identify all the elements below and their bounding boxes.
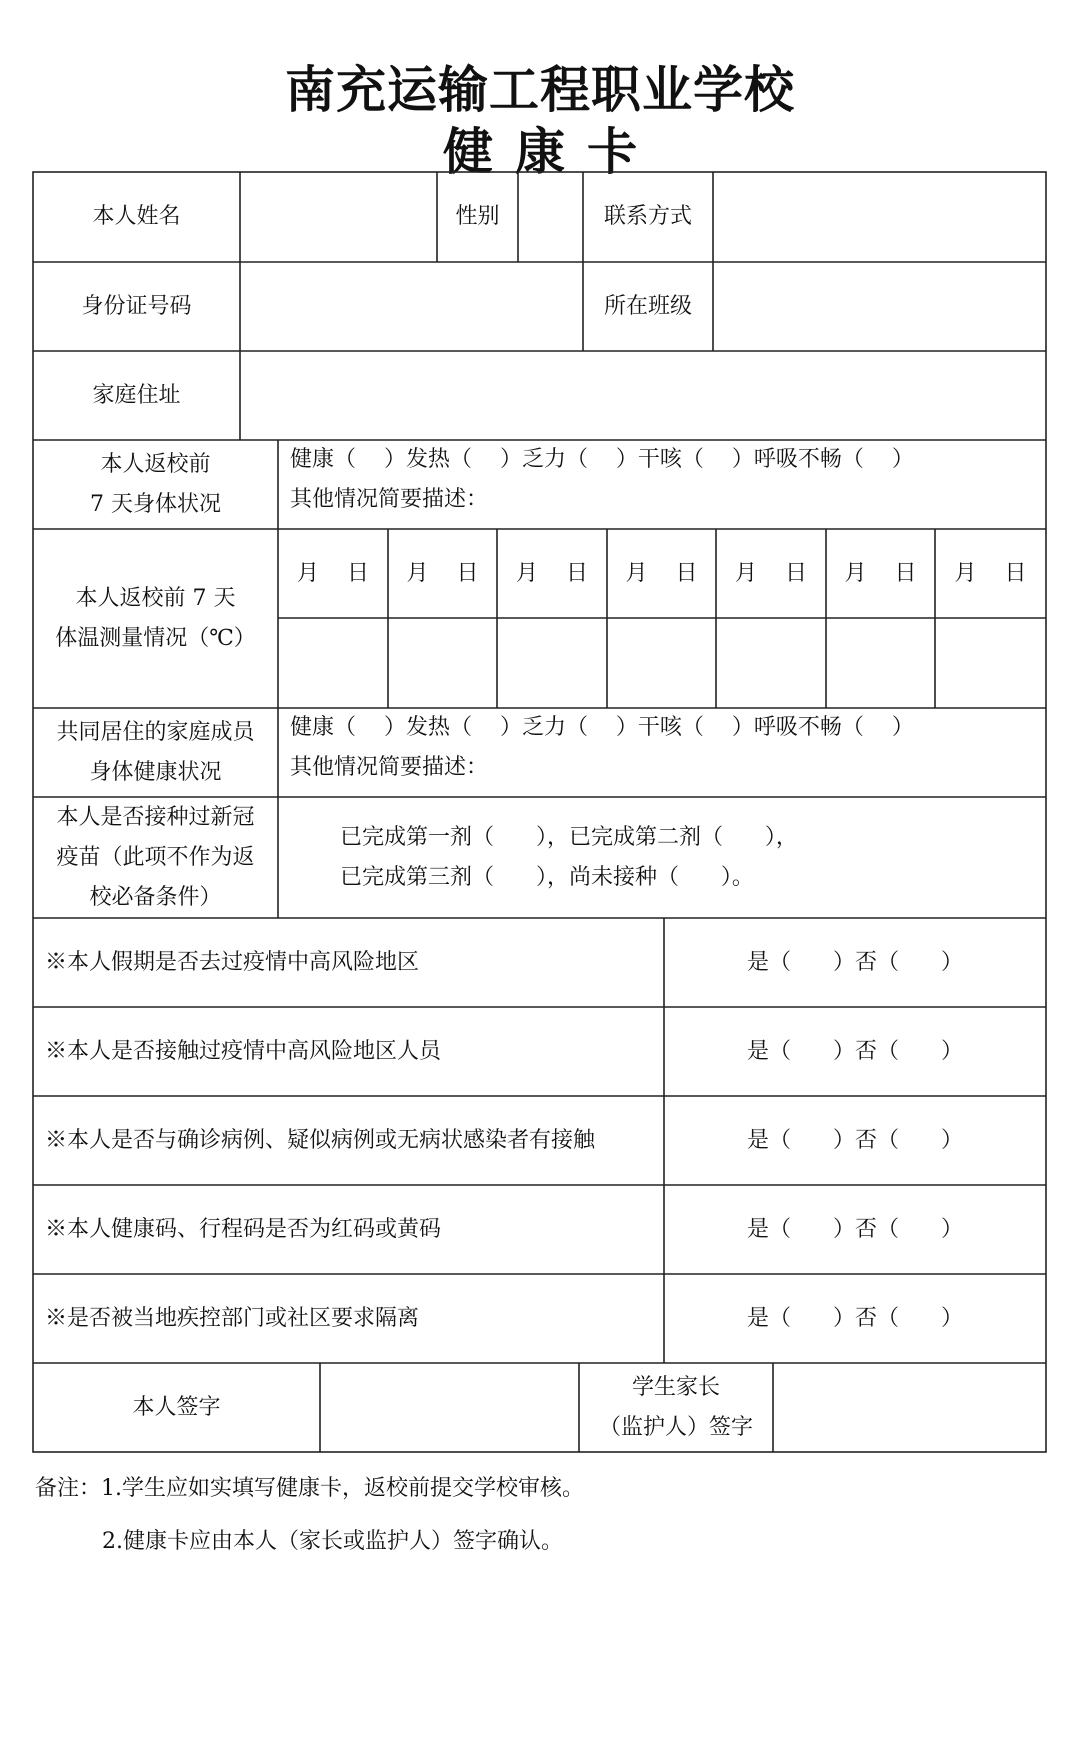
self-status-label-line1: 本人返校前 <box>100 451 211 477</box>
temperature-reading[interactable] <box>826 618 935 708</box>
vaccine-label-line2: 疫苗（此项不作为返 <box>56 844 255 870</box>
note-line1: 备注：1.学生应如实填写健康卡，返校前提交学校审核。 <box>35 1476 584 1501</box>
temperature-reading[interactable] <box>607 618 716 708</box>
temperature-date[interactable]: 月 日 <box>625 560 698 586</box>
question-text: ※本人健康码、行程码是否为红码或黄码 <box>45 1216 442 1242</box>
question-text: ※本人是否接触过疫情中高风险地区人员 <box>45 1038 442 1064</box>
temperature-date[interactable]: 月 日 <box>406 560 479 586</box>
gender-label: 性别 <box>455 204 500 229</box>
question-text: ※本人是否与确诊病例、疑似病例或无病状感染者有接触 <box>45 1127 596 1153</box>
class-label: 所在班级 <box>603 293 692 319</box>
family-symptom-options[interactable]: 健康（ ）发热（ ）乏力（ ）干咳（ ）呼吸不畅（ ） <box>290 715 914 740</box>
temperature-label <box>33 529 278 708</box>
vaccine-options[interactable] <box>278 797 1046 918</box>
vaccine-option-line2[interactable]: 已完成第三剂（ ），尚未接种（ ）。 <box>340 864 754 890</box>
temperature-reading[interactable] <box>935 618 1046 708</box>
self-signature-field[interactable] <box>320 1363 579 1452</box>
class-field[interactable] <box>713 262 1046 351</box>
family-status-label-line2: 身体健康状况 <box>89 759 222 785</box>
temperature-date[interactable]: 月 日 <box>735 560 807 586</box>
contact-field[interactable] <box>713 172 1046 262</box>
parent-signature-label-line2: （监护人）签字 <box>598 1414 753 1440</box>
school-name: 南充运输工程职业学校 <box>285 61 795 119</box>
family-status-options[interactable] <box>278 708 1046 797</box>
gender-field[interactable] <box>518 172 583 262</box>
question-answer[interactable]: 是（ ）否（ ） <box>747 1216 963 1242</box>
vaccine-label-line1: 本人是否接种过新冠 <box>56 804 255 830</box>
temperature-reading[interactable] <box>278 618 388 708</box>
question-text: ※是否被当地疾控部门或社区要求隔离 <box>45 1305 420 1331</box>
self-other-description[interactable]: 其他情况简要描述： <box>290 487 489 512</box>
temperature-reading[interactable] <box>497 618 607 708</box>
self-symptom-options[interactable]: 健康（ ）发热（ ）乏力（ ）干咳（ ）呼吸不畅（ ） <box>290 447 914 472</box>
family-status-label <box>33 708 278 797</box>
question-answer[interactable]: 是（ ）否（ ） <box>747 1305 963 1331</box>
self-status-label-line2: 7 天身体状况 <box>90 491 221 517</box>
card-title: 健康卡 <box>443 123 659 181</box>
address-label: 家庭住址 <box>92 382 181 408</box>
family-status-label-line1: 共同居住的家庭成员 <box>56 719 255 745</box>
family-other-description[interactable]: 其他情况简要描述： <box>290 755 489 780</box>
parent-signature-field[interactable] <box>773 1363 1046 1452</box>
parent-signature-label-line1: 学生家长 <box>631 1374 720 1400</box>
temperature-label-line2: 体温测量情况（℃） <box>55 625 256 651</box>
contact-label: 联系方式 <box>603 204 692 229</box>
temperature-reading[interactable] <box>388 618 497 708</box>
question-answer[interactable]: 是（ ）否（ ） <box>747 949 963 975</box>
temperature-date[interactable]: 月 日 <box>844 560 917 586</box>
vaccine-option-line1[interactable]: 已完成第一剂（ ），已完成第二剂（ ）， <box>340 824 798 850</box>
note-line2: 2.健康卡应由本人（家长或监护人）签字确认。 <box>102 1529 563 1554</box>
temperature-date[interactable]: 月 日 <box>297 560 369 586</box>
question-answer[interactable]: 是（ ）否（ ） <box>747 1127 963 1153</box>
temperature-date[interactable]: 月 日 <box>954 560 1027 586</box>
name-field[interactable] <box>240 172 437 262</box>
vaccine-label-line3: 校必备条件） <box>89 884 222 910</box>
temperature-reading[interactable] <box>716 618 826 708</box>
id-number-label: 身份证号码 <box>81 293 192 319</box>
temperature-label-line1: 本人返校前 7 天 <box>75 585 236 611</box>
temperature-date[interactable]: 月 日 <box>516 560 588 586</box>
address-field[interactable] <box>240 351 1046 440</box>
self-status-label <box>33 440 278 529</box>
id-number-field[interactable] <box>240 262 583 351</box>
self-signature-label: 本人签字 <box>132 1394 221 1420</box>
question-text: ※本人假期是否去过疫情中高风险地区 <box>45 949 420 975</box>
parent-signature-label <box>579 1363 773 1452</box>
question-answer[interactable]: 是（ ）否（ ） <box>747 1038 963 1064</box>
self-status-options[interactable] <box>278 440 1046 529</box>
name-label: 本人姓名 <box>92 204 181 229</box>
vaccine-label <box>33 797 278 918</box>
